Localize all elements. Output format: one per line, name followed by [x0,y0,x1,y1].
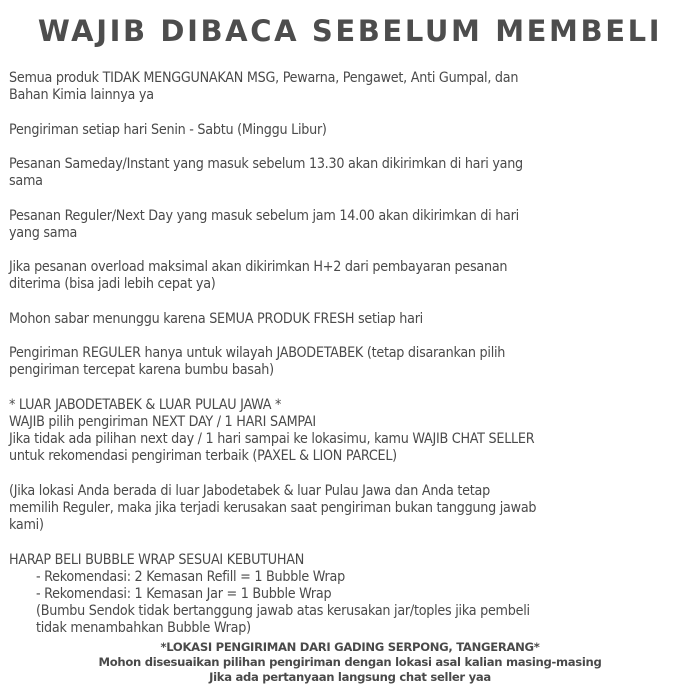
text-line: kami) [9,517,44,534]
paragraph-no-msg [9,70,699,104]
text-line: sama [9,173,43,190]
footer-line: Mohon disesuaikan pilihan pengiriman dengan lokasi asal kalian masing-masing [98,655,602,669]
bubble-wrap-item: - Rekomendasi: 1 Kemasan Jar = 1 Bubble Wrap [36,585,332,602]
paragraph-fresh [9,311,699,328]
text-line: Semua produk TIDAK MENGGUNAKAN MSG, Pewarna, Pengawet, Anti Gumpal, dan [9,70,519,86]
page-title: WAJIB DIBACA SEBELUM MEMBELI [37,14,663,48]
paragraph-regular [9,208,699,242]
text-line: Pesanan Sameday/Instant yang masuk sebelum 13.30 akan dikirimkan di hari yang [9,155,523,172]
footer-location: *LOKASI PENGIRIMAN DARI GADING SERPONG, TANGERANG* [160,640,540,654]
bubble-wrap-note: tidak menambahkan Bubble Wrap) [36,620,251,637]
text-line: untuk rekomendasi pengiriman terbaik (PAXEL & LION PARCEL) [9,448,397,465]
footer-line: Jika ada pertanyaan langsung chat seller yaa [209,670,491,684]
text-line: Pengiriman REGULER hanya untuk wilayah JABODETABEK (tetap disarankan pilih [9,345,506,362]
text-line: Mohon sabar menunggu karena SEMUA PRODUK FRESH setiap hari [9,310,423,327]
text-line: Jika pesanan overload maksimal akan dikirimkan H+2 dari pembayaran pesanan [9,259,508,276]
paragraph-shipping-days [9,122,699,139]
paragraph-jabodetabek [9,345,699,379]
bubble-wrap-note: (Bumbu Sendok tidak bertanggung jawab atas kerusakan jar/toples jika pembeli [36,603,530,620]
text-line: (Jika lokasi Anda berada di luar Jabodetabek & luar Pulau Jawa dan Anda tetap [9,482,490,499]
paragraph-overload [9,259,699,293]
text-line: memilih Reguler, maka jika terjadi kerusakan saat pengiriman bukan tanggung jawab [9,499,537,516]
text-line: WAJIB pilih pengiriman NEXT DAY / 1 HARI SAMPAI [9,413,316,430]
paragraph-outside-java [9,397,699,466]
text-line: pengiriman tercepat karena bumbu basah) [9,362,274,379]
bubble-wrap-item: - Rekomendasi: 2 Kemasan Refill = 1 Bubble Wrap [36,568,345,585]
paragraph-sameday [9,156,699,190]
notice-body [9,70,699,655]
bubble-wrap-heading: HARAP BELI BUBBLE WRAP SESUAI KEBUTUHAN [9,551,305,568]
text-line: Pengiriman setiap hari Senin - Sabtu (Minggu Libur) [9,121,327,138]
footer-notice [0,640,700,685]
text-line: Jika tidak ada pilihan next day / 1 hari sampai ke lokasimu, kamu WAJIB CHAT SELLER [9,431,535,448]
text-line: diterima (bisa jadi lebih cepat ya) [9,276,216,293]
text-line: yang sama [9,224,78,241]
paragraph-disclaimer [9,483,699,535]
text-line: * LUAR JABODETABEK & LUAR PULAU JAWA * [9,396,282,413]
bubble-wrap-section [9,552,699,638]
text-line: Pesanan Reguler/Next Day yang masuk sebelum jam 14.00 akan dikirimkan di hari [9,207,519,224]
text-line: Bahan Kimia lainnya ya [9,87,154,104]
